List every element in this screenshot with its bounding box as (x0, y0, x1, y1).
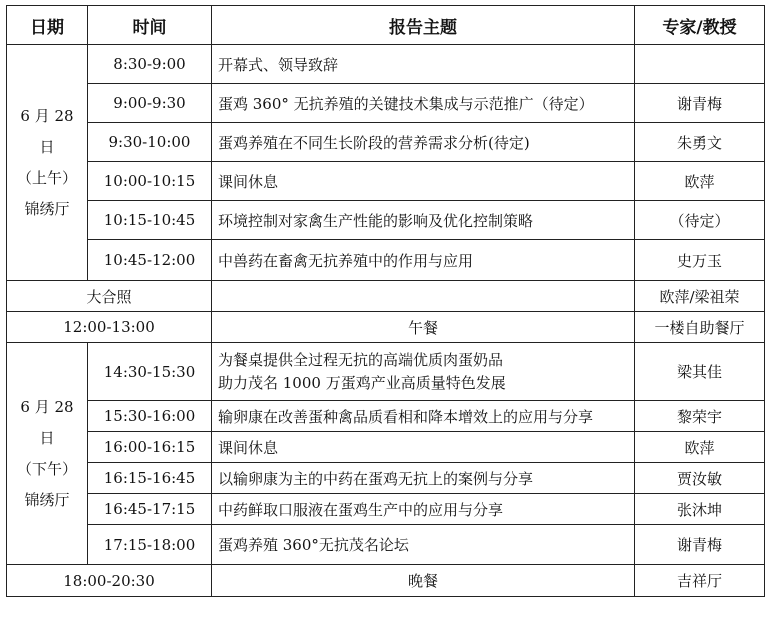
expert-cell: （待定） (635, 201, 765, 240)
morning-date: 6 月 28 日 (20, 106, 74, 156)
table-row (7, 281, 765, 312)
expert-cell: 吉祥厅 (635, 565, 765, 597)
table-row (7, 525, 765, 565)
afternoon-date: 6 月 28 日 (20, 397, 74, 447)
time-cell: 16:00-16:15 (88, 432, 212, 463)
expert-cell: 欧萍/梁祖荣 (635, 281, 765, 312)
expert-cell: 史万玉 (635, 240, 765, 281)
table-row (7, 45, 765, 84)
expert-cell: 欧萍 (635, 432, 765, 463)
topic-cell: 以输卵康为主的中药在蛋鸡无抗上的案例与分享 (212, 463, 635, 494)
time-cell: 9:00-9:30 (88, 84, 212, 123)
topic-line: 为餐桌提供全过程无抗的高端优质肉蛋奶品 (218, 350, 504, 369)
time-cell: 18:00-20:30 (7, 565, 212, 597)
time-cell: 10:15-10:45 (88, 201, 212, 240)
topic-cell: 中药鲜取口服液在蛋鸡生产中的应用与分享 (212, 494, 635, 525)
table-row (7, 123, 765, 162)
topic-cell: 课间休息 (212, 162, 635, 201)
time-cell: 8:30-9:00 (88, 45, 212, 84)
topic-line: 助力茂名 1000 万蛋鸡产业高质量特色发展 (218, 373, 506, 392)
topic-cell: 晚餐 (212, 565, 635, 597)
table-row (7, 343, 765, 401)
time-cell: 17:15-18:00 (88, 525, 212, 565)
topic-cell (212, 281, 635, 312)
table-row (7, 201, 765, 240)
schedule-table (6, 5, 765, 597)
topic-cell: 蛋鸡养殖 360°无抗茂名论坛 (212, 525, 635, 565)
expert-cell: 欧萍 (635, 162, 765, 201)
group-photo-label: 大合照 (7, 281, 212, 312)
table-row (7, 162, 765, 201)
expert-cell: 一楼自助餐厅 (635, 312, 765, 343)
topic-cell: 午餐 (212, 312, 635, 343)
table-row (7, 312, 765, 343)
expert-cell: 朱勇文 (635, 123, 765, 162)
expert-cell: 谢青梅 (635, 84, 765, 123)
topic-cell: 开幕式、领导致辞 (212, 45, 635, 84)
time-cell: 10:45-12:00 (88, 240, 212, 281)
table-row (7, 240, 765, 281)
time-cell: 14:30-15:30 (88, 343, 212, 401)
table-row (7, 432, 765, 463)
morning-period: （上午） (16, 168, 77, 187)
header-time: 时间 (88, 6, 212, 45)
afternoon-venue: 锦绣厅 (24, 490, 70, 509)
header-expert: 专家/教授 (635, 6, 765, 45)
time-cell: 16:45-17:15 (88, 494, 212, 525)
header-row (7, 6, 765, 45)
expert-cell: 张沐坤 (635, 494, 765, 525)
table-row (7, 565, 765, 597)
topic-cell: 输卵康在改善蛋种禽品质看相和降本增效上的应用与分享 (212, 401, 635, 432)
table-row (7, 494, 765, 525)
time-cell: 15:30-16:00 (88, 401, 212, 432)
morning-venue: 锦绣厅 (24, 199, 70, 218)
topic-cell: 蛋鸡 360° 无抗养殖的关键技术集成与示范推广（待定） (212, 84, 635, 123)
expert-cell (635, 45, 765, 84)
expert-cell: 黎荣宇 (635, 401, 765, 432)
header-date: 日期 (7, 6, 88, 45)
topic-cell: 蛋鸡养殖在不同生长阶段的营养需求分析(待定) (212, 123, 635, 162)
topic-cell: 课间休息 (212, 432, 635, 463)
expert-cell: 贾汝敏 (635, 463, 765, 494)
morning-date-cell (7, 45, 88, 281)
header-topic: 报告主题 (212, 6, 635, 45)
afternoon-date-cell (7, 343, 88, 565)
topic-cell: 环境控制对家禽生产性能的影响及优化控制策略 (212, 201, 635, 240)
time-cell: 12:00-13:00 (7, 312, 212, 343)
time-cell: 10:00-10:15 (88, 162, 212, 201)
table-row (7, 463, 765, 494)
topic-cell: 中兽药在畜禽无抗养殖中的作用与应用 (212, 240, 635, 281)
expert-cell: 梁其佳 (635, 343, 765, 401)
table-row (7, 84, 765, 123)
expert-cell: 谢青梅 (635, 525, 765, 565)
afternoon-period: （下午） (16, 459, 77, 478)
topic-cell (212, 343, 635, 401)
table-row (7, 401, 765, 432)
time-cell: 9:30-10:00 (88, 123, 212, 162)
time-cell: 16:15-16:45 (88, 463, 212, 494)
